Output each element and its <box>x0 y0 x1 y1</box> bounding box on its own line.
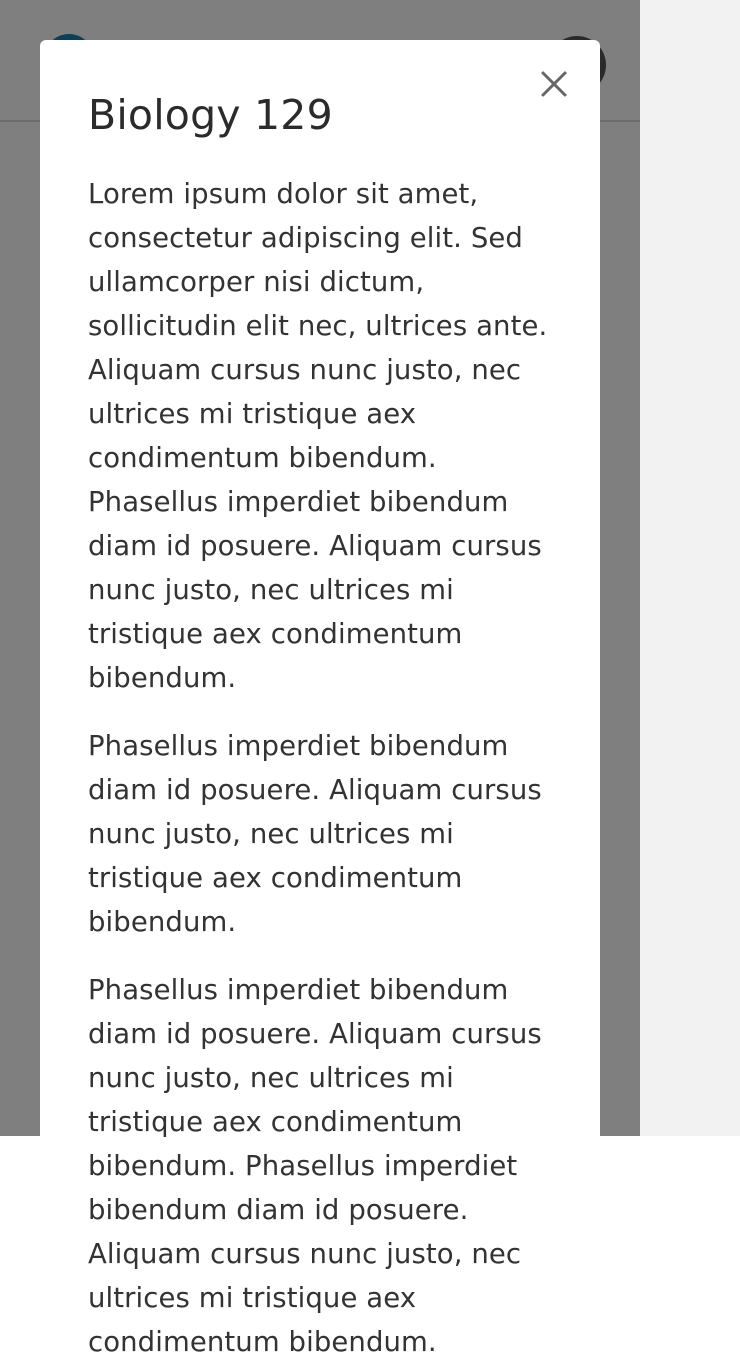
close-button[interactable] <box>538 68 570 100</box>
course-modal <box>40 40 600 1358</box>
modal-paragraph-2: Phasellus imperdiet bibendum diam id posuere. Aliquam cursus nunc justo, nec ultrices mi tristique aex condimentum bibendum. <box>88 730 542 938</box>
modal-paragraph-3: Phasellus imperdiet bibendum diam id posuere. Aliquam cursus nunc justo, nec ultrices mi tristique aex condimentum bibendum. Phasellus imperdiet bibendum diam id posuere. Aliquam cursus nunc justo, nec ultrices mi tristique aex condimentum bibendum. <box>88 974 542 1358</box>
modal-title: Biology 129 <box>88 91 333 139</box>
close-icon <box>538 68 570 100</box>
modal-body <box>88 172 552 1364</box>
modal-paragraph-1: Lorem ipsum dolor sit amet, consectetur adipiscing elit. Sed ullamcorper nisi dictum, sollicitudin elit nec, ultrices ante. Aliquam cursus nunc justo, nec ultrices mi tristique aex condimentum bibendum. Phasellus imperdiet bibendum diam id posuere. Aliquam cursus nunc justo, nec ultrices mi tristique aex condimentum bibendum. <box>88 178 548 694</box>
